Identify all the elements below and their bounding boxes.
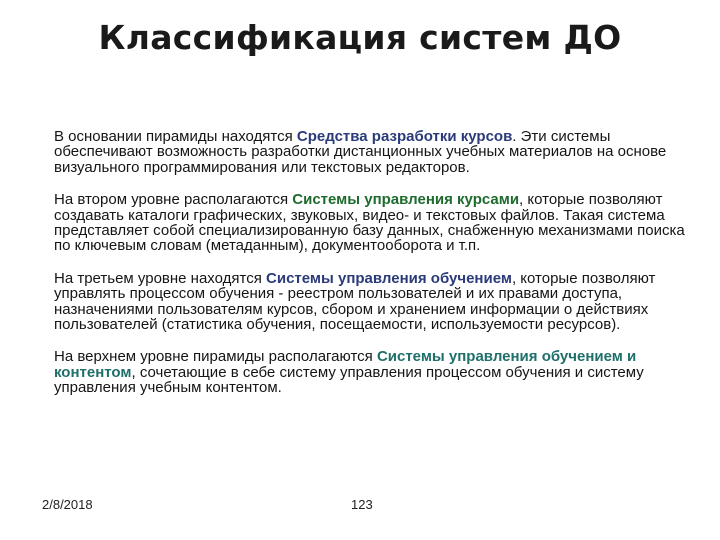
paragraph-learning-content-management-systems <box>54 349 694 395</box>
paragraph-text-after: . Эти системы обеспечивают возможность разработки дистанционных учебных материалов на основе визуального программирования или текстовых редакторов. <box>54 128 667 176</box>
footer-page-number: 123 <box>351 497 373 512</box>
footer-date: 2/8/2018 <box>42 497 93 512</box>
paragraph-course-management-systems <box>54 192 694 254</box>
paragraph-text-after: , которые позволяют управлять процессом обучения - реестром пользователей и их правами доступа, назначениями пользователям курсов, сбором и хранением информации о действиях пользователей (статистика обучения, посещаемости, используемости ресурсов). <box>54 269 656 334</box>
highlight-learning-management-systems: Системы управления обучением <box>266 269 512 287</box>
paragraph-course-authoring-tools <box>54 129 694 175</box>
paragraph-text-before: В основании пирамиды находятся <box>54 128 297 145</box>
paragraph-text-before: На верхнем уровне пирамиды располагаются <box>54 348 377 366</box>
highlight-learning-content-management-systems: Системы управления обучением и контентом <box>54 348 637 381</box>
paragraph-learning-management-systems <box>54 271 694 333</box>
slide-body <box>54 129 694 413</box>
highlight-course-authoring-tools: Средства разработки курсов <box>296 128 513 145</box>
slide-title: Классификация систем ДО <box>98 18 622 57</box>
paragraph-text-before: На третьем уровне находятся <box>54 269 267 287</box>
paragraph-text-before: На втором уровне располагаются <box>54 191 293 209</box>
paragraph-text-after: , сочетающие в себе систему управления процессом обучения и систему управления учебным контентом. <box>54 363 644 397</box>
paragraph-text-after: , которые позволяют создавать каталоги графических, звуковых, видео- и текстовых файлов. Такая система представляет собой специализированную базу данных, снабженную механизмами поиска по ключевым словам (метаданным), документооборота и т.п. <box>54 191 685 255</box>
highlight-course-management-systems: Системы управления курсами <box>292 191 520 209</box>
